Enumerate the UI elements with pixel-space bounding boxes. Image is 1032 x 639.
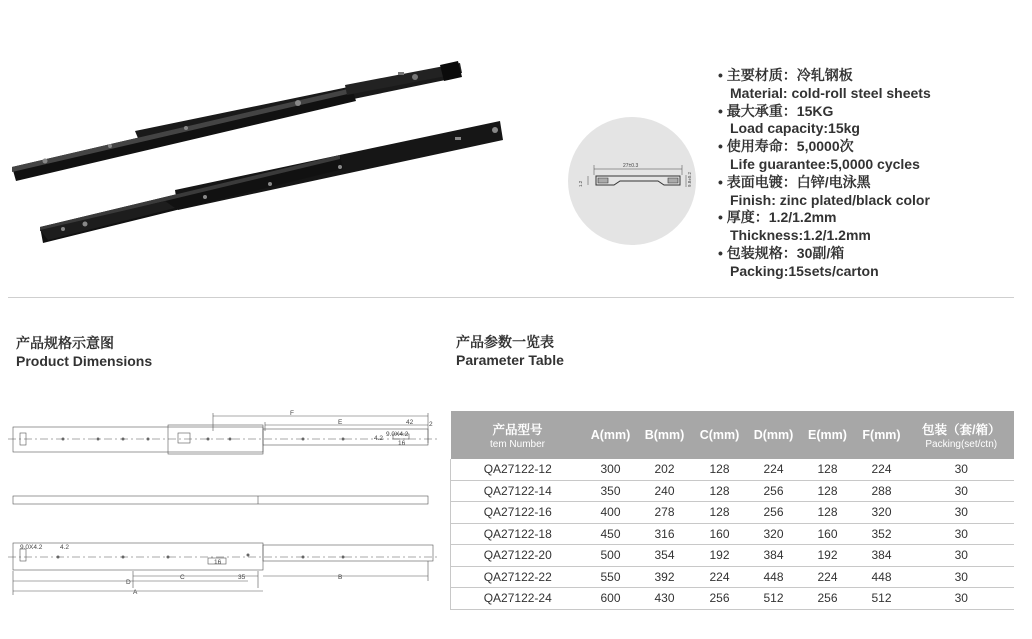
table-cell: 30 [909,566,1015,588]
dim-35-label: 35 [238,574,246,581]
spec-item [718,209,931,245]
header-a: A(mm) [585,411,637,459]
dim-16-label: 16 [398,440,406,447]
table-cell: 192 [801,545,855,567]
spec-en: Thickness:1.2/1.2mm [730,227,871,244]
table-cell: 128 [801,459,855,480]
table-cell: 30 [909,502,1015,524]
table-cell: 128 [801,502,855,524]
table-row [451,523,1015,545]
dimensions-title [16,334,152,370]
parameter-title-cn: 产品参数一览表 [456,334,554,350]
dimensions-title-en: Product Dimensions [16,353,153,369]
spec-cn: • 使用寿命：5,0000次 [718,138,854,155]
table-cell: 500 [585,545,637,567]
dim-42-label: 42 [406,419,414,426]
table-cell: 550 [585,566,637,588]
spec-en: Load capacity:15kg [730,120,860,137]
header-item-number: 产品型号 tem Number [451,411,585,459]
table-cell: 448 [747,566,801,588]
drawer-slide-image [0,55,520,255]
parameter-title-en: Parameter Table [456,352,564,368]
table-cell: 400 [585,502,637,524]
spec-cn: • 最大承重：15KG [718,102,834,119]
table-cell: 160 [693,523,747,545]
dim-16b-label: 16 [214,559,222,566]
parameter-table [450,411,1014,610]
height-label: 9.8±0.2 [687,172,692,187]
table-cell: 30 [909,545,1015,567]
table-cell-model: QA27122-24 [451,588,585,610]
header-c: C(mm) [693,411,747,459]
parameter-title [456,333,564,369]
technical-drawing [8,403,438,603]
table-cell-model: QA27122-22 [451,566,585,588]
spec-en: Life guarantee:5,0000 cycles [730,155,920,172]
table-cell: 300 [585,459,637,480]
table-cell: 288 [855,480,909,502]
table-row [451,480,1015,502]
spec-en: Packing:15sets/carton [730,262,879,279]
table-cell: 512 [855,588,909,610]
table-cell: 256 [747,480,801,502]
table-cell-model: QA27122-12 [451,459,585,480]
header-packing: 包装（套/箱） Packing(set/ctn) [909,411,1015,459]
dim-d-label: D [126,579,131,586]
table-cell: 30 [909,459,1015,480]
table-cell: 240 [637,480,693,502]
table-cell: 128 [801,480,855,502]
table-cell: 192 [693,545,747,567]
dim-e-label: E [338,419,343,426]
table-cell-model: QA27122-16 [451,502,585,524]
table-cell: 384 [747,545,801,567]
dim-a-label: A [133,589,138,596]
spec-item [718,174,931,210]
table-cell: 256 [693,588,747,610]
hole-bottom-label: 9.0X4.2 [20,544,43,551]
table-cell: 160 [801,523,855,545]
spec-cn: • 包装规格：30副/箱 [718,244,845,261]
table-cell: 224 [801,566,855,588]
product-photo [0,55,520,255]
table-cell: 450 [585,523,637,545]
table-cell: 392 [637,566,693,588]
table-cell-model: QA27122-20 [451,545,585,567]
spec-item [718,245,931,281]
table-cell: 202 [637,459,693,480]
table-cell: 256 [747,502,801,524]
dimensions-title-cn: 产品规格示意图 [16,335,114,351]
spec-item [718,138,931,174]
table-cell: 384 [855,545,909,567]
table-cell: 448 [855,566,909,588]
spec-en: Finish: zinc plated/black color [730,191,930,208]
table-cell: 30 [909,480,1015,502]
spec-item [718,103,931,139]
spec-item [718,67,931,103]
table-cell: 224 [747,459,801,480]
table-cell: 430 [637,588,693,610]
table-cell: 224 [693,566,747,588]
header-f: F(mm) [855,411,909,459]
spec-cn: • 表面电镀：白锌/电泳黑 [718,173,871,190]
table-cell: 128 [693,459,747,480]
table-cell: 320 [855,502,909,524]
table-cell: 354 [637,545,693,567]
hole-top-label: 9.0X4.2 [386,431,409,438]
dim-c-label: C [180,574,185,581]
spec-list [718,67,931,281]
table-cell: 30 [909,523,1015,545]
dim-b-label: B [338,574,343,581]
table-row [451,459,1015,480]
spec-cn: • 主要材质：冷轧钢板 [718,67,853,83]
header-d: D(mm) [747,411,801,459]
table-cell-model: QA27122-18 [451,523,585,545]
dim-42b-label: 4.2 [374,435,384,442]
cross-section-diagram [568,117,696,245]
table-row [451,588,1015,610]
table-cell: 256 [801,588,855,610]
table-cell: 30 [909,588,1015,610]
table-cell: 352 [855,523,909,545]
table-cell: 278 [637,502,693,524]
dim-42c-label: 4.2 [60,544,70,551]
table-cell: 128 [693,480,747,502]
thickness-label: 1.2 [578,180,583,187]
header-b: B(mm) [637,411,693,459]
table-cell: 600 [585,588,637,610]
table-row [451,545,1015,567]
table-cell: 316 [637,523,693,545]
table-body [451,459,1015,609]
table-cell: 128 [693,502,747,524]
section-divider [8,297,1014,298]
table-cell-model: QA27122-14 [451,480,585,502]
table-row [451,502,1015,524]
spec-cn: • 厚度：1.2/1.2mm [718,209,837,226]
profile-drawing [568,117,696,245]
width-label: 27±0.3 [623,163,639,169]
header-e: E(mm) [801,411,855,459]
dim-f-label: F [290,410,294,417]
table-header-row [451,411,1015,459]
dimension-drawing [8,403,438,603]
dim-2-label: 2 [429,421,433,428]
table-cell: 350 [585,480,637,502]
table-row [451,566,1015,588]
table-cell: 320 [747,523,801,545]
spec-en: Material: cold-roll steel sheets [730,84,931,101]
table-cell: 512 [747,588,801,610]
table-cell: 224 [855,459,909,480]
